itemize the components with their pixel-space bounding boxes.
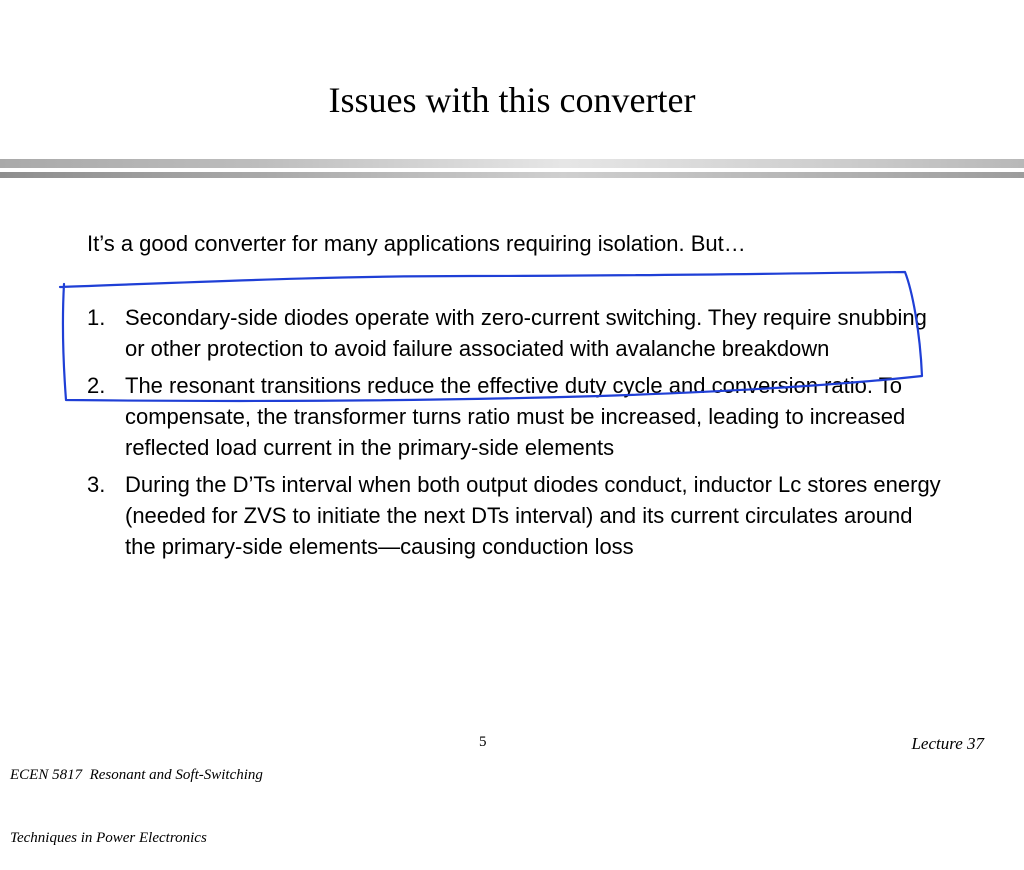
issue-number: 1. (87, 305, 106, 330)
issue-text: During the D’Ts interval when both output diodes conduct, inductor Lc stores energy (needed for ZVS to initiate the next DTs interval) and its current circulates around the primary-side elements—causing conduction loss (125, 472, 941, 559)
issue-item-3 (87, 469, 947, 562)
issue-text: Secondary-side diodes operate with zero-current switching. They require snubbing or other protection to avoid failure associated with avalanche breakdown (125, 305, 927, 361)
page-number: 5 (479, 734, 487, 750)
intro-text: It’s a good converter for many applications requiring isolation. But… (87, 231, 746, 256)
title-divider-upper (0, 159, 1024, 168)
issue-text: The resonant transitions reduce the effective duty cycle and conversion ratio. To compensate, the transformer turns ratio must be increased, leading to increased reflected load current in the primary-side elements (125, 373, 906, 460)
slide-title: Issues with this converter (328, 80, 696, 120)
lecture-label: Lecture 37 (911, 734, 984, 753)
issue-item-1 (87, 302, 947, 364)
title-divider-lower (0, 172, 1024, 178)
issue-item-2 (87, 370, 947, 463)
footer-course-line-2: Techniques in Power Electronics (10, 830, 207, 846)
footer-course-line-1: ECEN 5817 Resonant and Soft-Switching (10, 767, 263, 783)
issue-list (87, 302, 947, 568)
issue-number: 2. (87, 373, 106, 398)
footer-course-title (10, 723, 263, 870)
issue-number: 3. (87, 472, 106, 497)
